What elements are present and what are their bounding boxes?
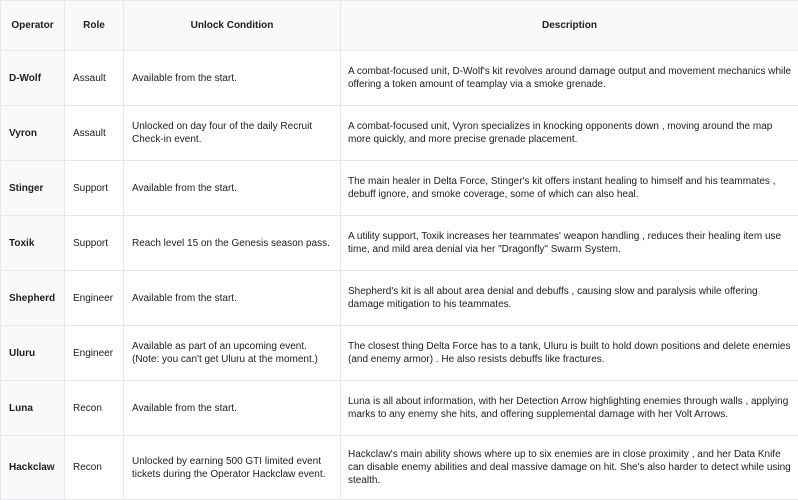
operator-description: A utility support, Toxik increases her teammates' weapon handling , reduces their healing item use time, and mild area denial via her "Dragonfly" Swarm System. bbox=[341, 216, 798, 271]
operator-description: Shepherd's kit is all about area denial and debuffs , causing slow and paralysis while offering damage mitigation to his teammates. bbox=[341, 271, 798, 326]
operator-name: D-Wolf bbox=[1, 51, 65, 106]
operator-role: Engineer bbox=[65, 271, 124, 326]
operator-name: Vyron bbox=[1, 106, 65, 161]
table-row-hackclaw bbox=[1, 436, 798, 500]
operator-description: Hackclaw's main ability shows where up to six enemies are in close proximity , and her Data Knife can disable enemy abilities and deal massive damage on hit. She's also harder to detect while using stealth. bbox=[341, 436, 798, 500]
operator-name: Hackclaw bbox=[1, 436, 65, 500]
operator-role: Assault bbox=[65, 106, 124, 161]
operator-role: Assault bbox=[65, 51, 124, 106]
operator-unlock-condition: Available from the start. bbox=[124, 161, 341, 216]
col-header-unlock-condition: Unlock Condition bbox=[124, 1, 341, 51]
col-header-operator: Operator bbox=[1, 1, 65, 51]
operator-description: A combat-focused unit, Vyron specializes in knocking opponents down , moving around the map more quickly, and more precise grenade placement. bbox=[341, 106, 798, 161]
operator-unlock-condition: Unlocked on day four of the daily Recruit Check-in event. bbox=[124, 106, 341, 161]
operator-name: Luna bbox=[1, 381, 65, 436]
operator-role: Support bbox=[65, 161, 124, 216]
col-header-role: Role bbox=[65, 1, 124, 51]
operator-role: Recon bbox=[65, 436, 124, 500]
operator-description: The main healer in Delta Force, Stinger's kit offers instant healing to himself and his teammates , debuff ignore, and smoke coverage, some of which can also heal. bbox=[341, 161, 798, 216]
operator-description: A combat-focused unit, D-Wolf's kit revolves around damage output and movement mechanics while offering a token amount of teamplay via a smoke grenade. bbox=[341, 51, 798, 106]
table-row-vyron bbox=[1, 106, 798, 161]
operator-description: Luna is all about information, with her Detection Arrow highlighting enemies through walls , applying marks to any enemy she hits, and offering supplemental damage with her Volt Arrows. bbox=[341, 381, 798, 436]
operator-role: Support bbox=[65, 216, 124, 271]
operator-unlock-condition: Available from the start. bbox=[124, 51, 341, 106]
operator-name: Shepherd bbox=[1, 271, 65, 326]
table-row-shepherd bbox=[1, 271, 798, 326]
table-row-stinger bbox=[1, 161, 798, 216]
operator-description: The closest thing Delta Force has to a tank, Uluru is built to hold down positions and delete enemies (and enemy armor) . He also resists debuffs like fractures. bbox=[341, 326, 798, 381]
table-row-dwolf bbox=[1, 51, 798, 106]
col-header-description: Description bbox=[341, 1, 798, 51]
operator-name: Uluru bbox=[1, 326, 65, 381]
table-row-toxik bbox=[1, 216, 798, 271]
operator-unlock-condition: Available from the start. bbox=[124, 271, 341, 326]
operator-unlock-condition: Available from the start. bbox=[124, 381, 341, 436]
operator-role: Engineer bbox=[65, 326, 124, 381]
table-header-row bbox=[1, 1, 798, 51]
operator-name: Stinger bbox=[1, 161, 65, 216]
operator-role: Recon bbox=[65, 381, 124, 436]
table-row-uluru bbox=[1, 326, 798, 381]
operator-unlock-condition: Unlocked by earning 500 GTI limited event tickets during the Operator Hackclaw event. bbox=[124, 436, 341, 500]
operator-name: Toxik bbox=[1, 216, 65, 271]
table-row-luna bbox=[1, 381, 798, 436]
operator-unlock-condition: Reach level 15 on the Genesis season pass. bbox=[124, 216, 341, 271]
operator-unlock-condition: Available as part of an upcoming event. (Note: you can't get Uluru at the moment.) bbox=[124, 326, 341, 381]
